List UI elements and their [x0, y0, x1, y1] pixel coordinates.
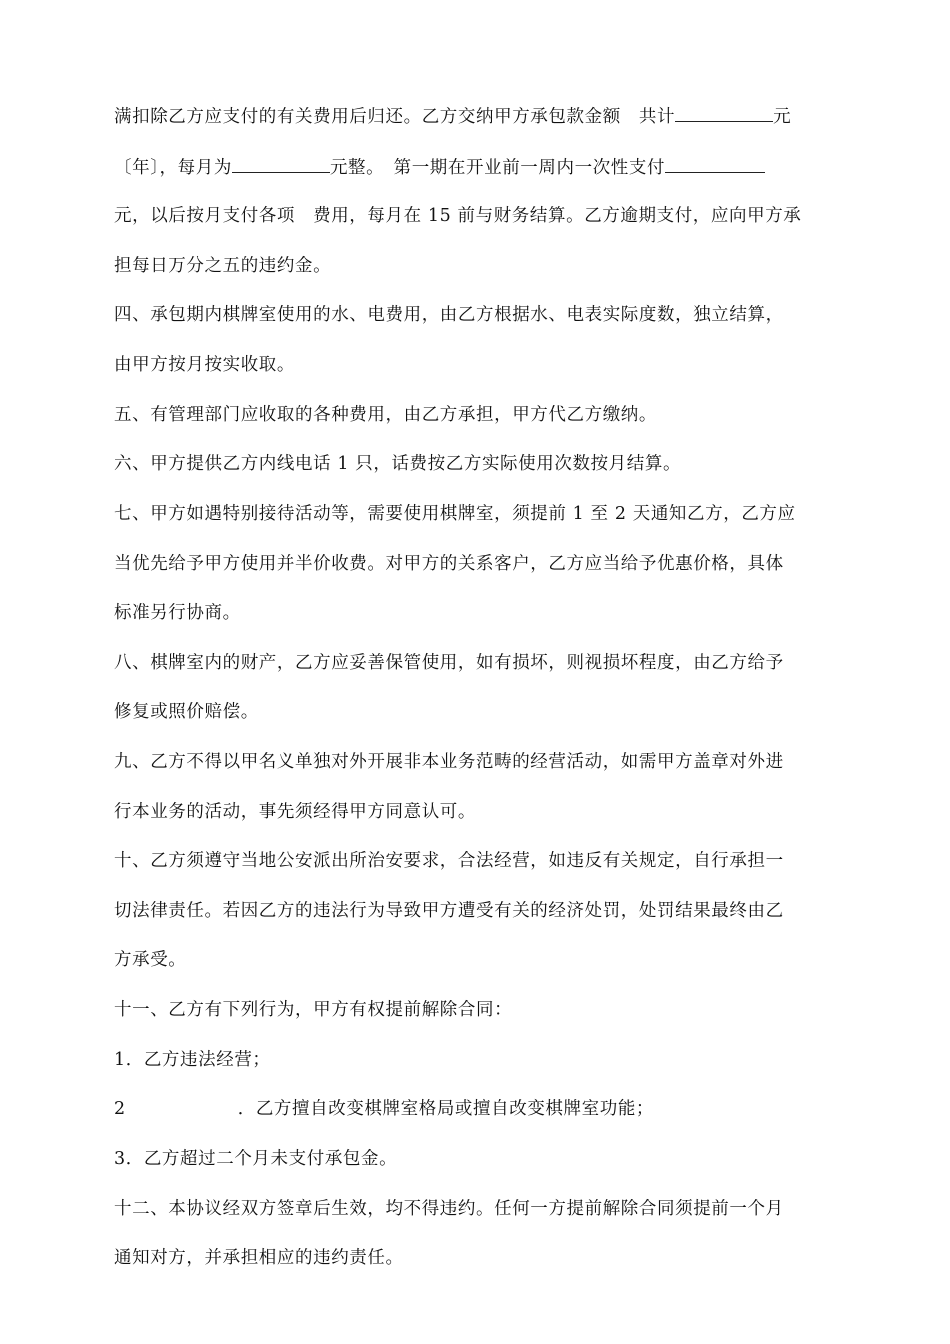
fill-in-blank [232, 154, 330, 173]
line-text: 元整。 第一期在开业前一周内一次性支付 [329, 158, 666, 178]
clause-7: 七、甲方如遇特别接待活动等，需要使用棋牌室，须提前 1 至 2 天通知乙方，乙方应 [114, 504, 796, 524]
text-line: 通知对方，并承担相应的违约责任。 [114, 1248, 404, 1268]
fill-in-blank [665, 154, 765, 173]
text-line: 担每日万分之五的违约金。 [114, 256, 332, 276]
text-line: 方承受。 [114, 950, 187, 970]
text-line [114, 154, 765, 180]
list-item [114, 1097, 654, 1121]
text-line: 当优先给予甲方使用并半价收费。对甲方的关系客户，乙方应当给予优惠价格，具体 [114, 554, 784, 574]
clause-6: 六、甲方提供乙方内线电话 1 只，话费按乙方实际使用次数按月结算。 [114, 454, 682, 474]
text-line: 标准另行协商。 [114, 603, 241, 623]
text-line [114, 103, 791, 129]
list-number: 2 [114, 1099, 126, 1119]
clause-5: 五、有管理部门应收取的各种费用，由乙方承担，甲方代乙方缴纳。 [114, 405, 657, 425]
text-line: 由甲方按月按实收取。 [114, 355, 295, 375]
text-line: 切法律责任。若因乙方的违法行为导致甲方遭受有关的经济处罚，处罚结果最终由乙 [114, 901, 784, 921]
line-text: 满扣除乙方应支付的有关费用后归还。乙方交纳甲方承包款金额 共计 [114, 107, 676, 127]
clause-12: 十二、本协议经双方签章后生效，均不得违约。任何一方提前解除合同须提前一个月 [114, 1199, 784, 1219]
fill-in-blank [675, 103, 773, 122]
line-text: 〔年〕，每月为 [114, 158, 232, 178]
clause-10: 十、乙方须遵守当地公安派出所治安要求，合法经营，如违反有关规定，自行承担一 [114, 851, 784, 871]
line-text: ．乙方擅自改变棋牌室格局或擅自改变棋牌室功能； [237, 1099, 655, 1119]
text-line: 修复或照价赔偿。 [114, 702, 259, 722]
list-item: 1．乙方违法经营； [114, 1050, 271, 1070]
text-line: 元，以后按月支付各项 费用，每月在 15 前与财务结算。乙方逾期支付，应向甲方承 [114, 206, 802, 226]
clause-4: 四、承包期内棋牌室使用的水、电费用，由乙方根据水、电表实际度数，独立结算， [114, 305, 784, 325]
clause-9: 九、乙方不得以甲名义单独对外开展非本业务范畴的经营活动，如需甲方盖章对外进 [114, 752, 784, 772]
line-text: 元 [773, 107, 792, 127]
clause-8: 八、棋牌室内的财产，乙方应妥善保管使用，如有损坏，则视损坏程度，由乙方给予 [114, 653, 784, 673]
clause-11: 十一、乙方有下列行为，甲方有权提前解除合同： [114, 1000, 513, 1020]
text-line: 行本业务的活动，事先须经得甲方同意认可。 [114, 802, 476, 822]
list-item: 3．乙方超过二个月未支付承包金。 [114, 1149, 398, 1169]
